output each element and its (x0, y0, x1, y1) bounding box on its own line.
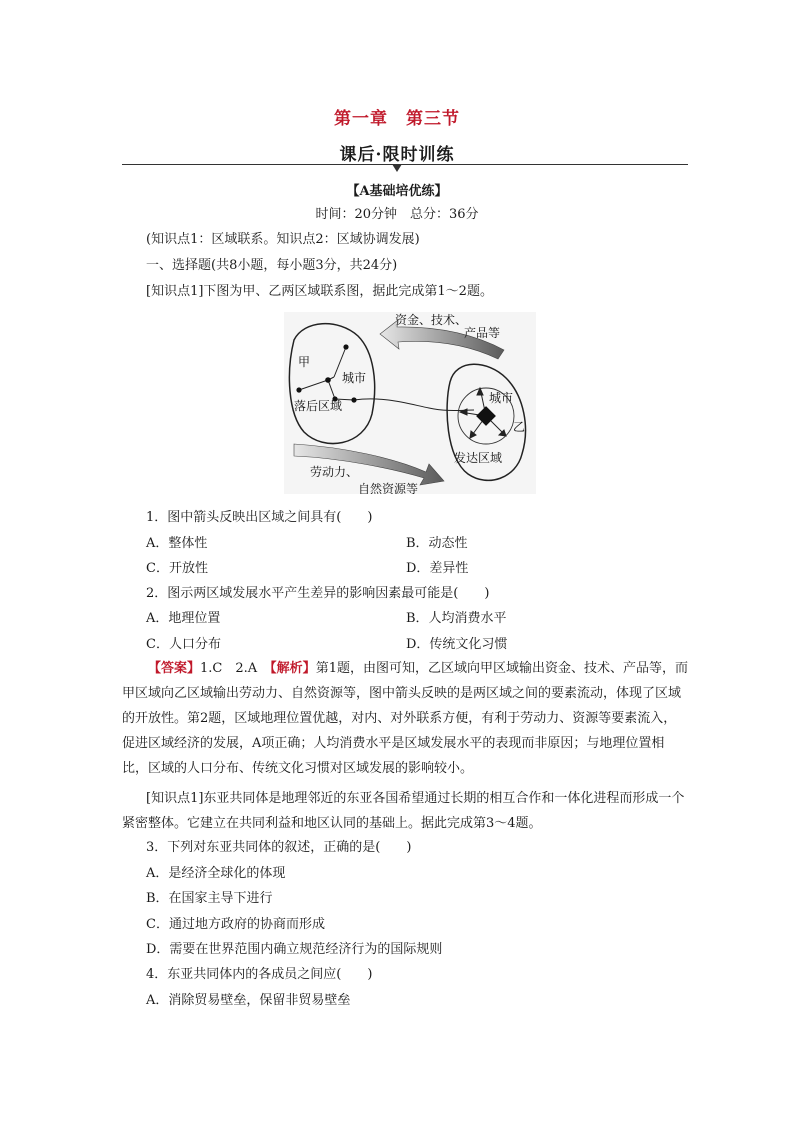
q1-option-c: C．开放性 (146, 561, 208, 576)
section-label: 第三节 (406, 109, 460, 129)
analysis-label: 【解析】 (270, 661, 316, 676)
intro-questions-3-4: [知识点1]东亚共同体是地理邻近的东亚各国希望通过长期的相互合作和一体化进程而形成一个紧密整体。它建立在共同利益和地区认同的基础上。据此完成第3～4题。 (122, 791, 685, 831)
q2-option-b: B．人均消费水平 (406, 611, 507, 626)
left-region-type: 落后区域 (294, 399, 343, 413)
top-arrow-label-2: 产品等 (464, 326, 501, 340)
part-one-title: 一、选择题(共8小题，每小题3分，共24分) (146, 258, 398, 273)
time-info: 时间：20分钟 总分：36分 (315, 207, 479, 222)
page-subtitle: 课后·限时训练 (339, 145, 455, 165)
q3-stem: 3．下列对东亚共同体的叙述，正确的是( ) (146, 840, 412, 855)
answer-value: 1.C 2.A (200, 661, 271, 676)
left-city-label: 城市 (342, 371, 367, 385)
page-title (0, 104, 794, 129)
title-divider (122, 164, 688, 165)
right-city-label: 城市 (489, 391, 514, 405)
q4-option-a: A．消除贸易壁垒，保留非贸易壁垒 (146, 993, 351, 1008)
q3-option-a: A．是经济全球化的体现 (146, 866, 286, 881)
q3-option-c: C．通过地方政府的协商而形成 (146, 917, 325, 932)
left-region-name: 甲 (298, 355, 311, 369)
q2-stem: 2．图示两区域发展水平产生差异的影响因素最可能是( ) (146, 586, 490, 601)
q2-option-a: A．地理位置 (146, 611, 221, 626)
q1-option-b: B．动态性 (406, 536, 468, 551)
q3-option-d: D．需要在世界范围内确立规范经济行为的国际规则 (146, 942, 443, 957)
bottom-arrow-label-1: 劳动力、 (310, 465, 359, 479)
bottom-arrow-label-2: 自然资源等 (358, 482, 419, 494)
q2-option-c: C．人口分布 (146, 637, 221, 652)
q4-stem: 4．东亚共同体内的各成员之间应( ) (146, 967, 373, 982)
chapter-label: 第一章 (334, 109, 388, 129)
answer-label: 【答案】 (148, 661, 201, 676)
region-link-figure (284, 312, 536, 494)
right-region-name: 乙 (513, 420, 526, 434)
right-region-type: 发达区域 (454, 451, 503, 465)
q2-option-d: D．传统文化习惯 (406, 637, 508, 652)
divider-marker-icon (392, 164, 402, 172)
q1-option-d: D．差异性 (406, 561, 469, 576)
region-link-diagram (284, 312, 536, 494)
intro-questions-1-2: [知识点1]下图为甲、乙两区域联系图，据此完成第1～2题。 (146, 284, 493, 299)
q1-stem: 1．图中箭头反映出区域之间具有( ) (146, 510, 373, 525)
knowledge-points: (知识点1：区域联系。知识点2：区域协调发展) (146, 232, 420, 247)
analysis-text: 第1题，由图可知，乙区域向甲区域输出资金、技术、产品等，而甲区域向乙区域输出劳动力、自然资源等，图中箭头反映的是两区域之间的要素流动，体现了区域的开放性。第2题，区域地理位置优越，对内、对外联系方便，有利于劳动力、资源等要素流入，促进区域经济的发展，A项正确；人均消费水平是区域发展水平的表现而非原因；与地理位置相比，区域的人口分布、传统文化习惯对区域发展的影响较小。 (122, 661, 688, 776)
q3-option-b: B．在国家主导下进行 (146, 891, 273, 906)
answer-analysis-1-2 (122, 656, 688, 781)
level-heading: 【A基础培优练】 (346, 184, 448, 199)
top-arrow-label-1: 资金、技术、 (395, 313, 468, 327)
q1-option-a: A．整体性 (146, 536, 208, 551)
